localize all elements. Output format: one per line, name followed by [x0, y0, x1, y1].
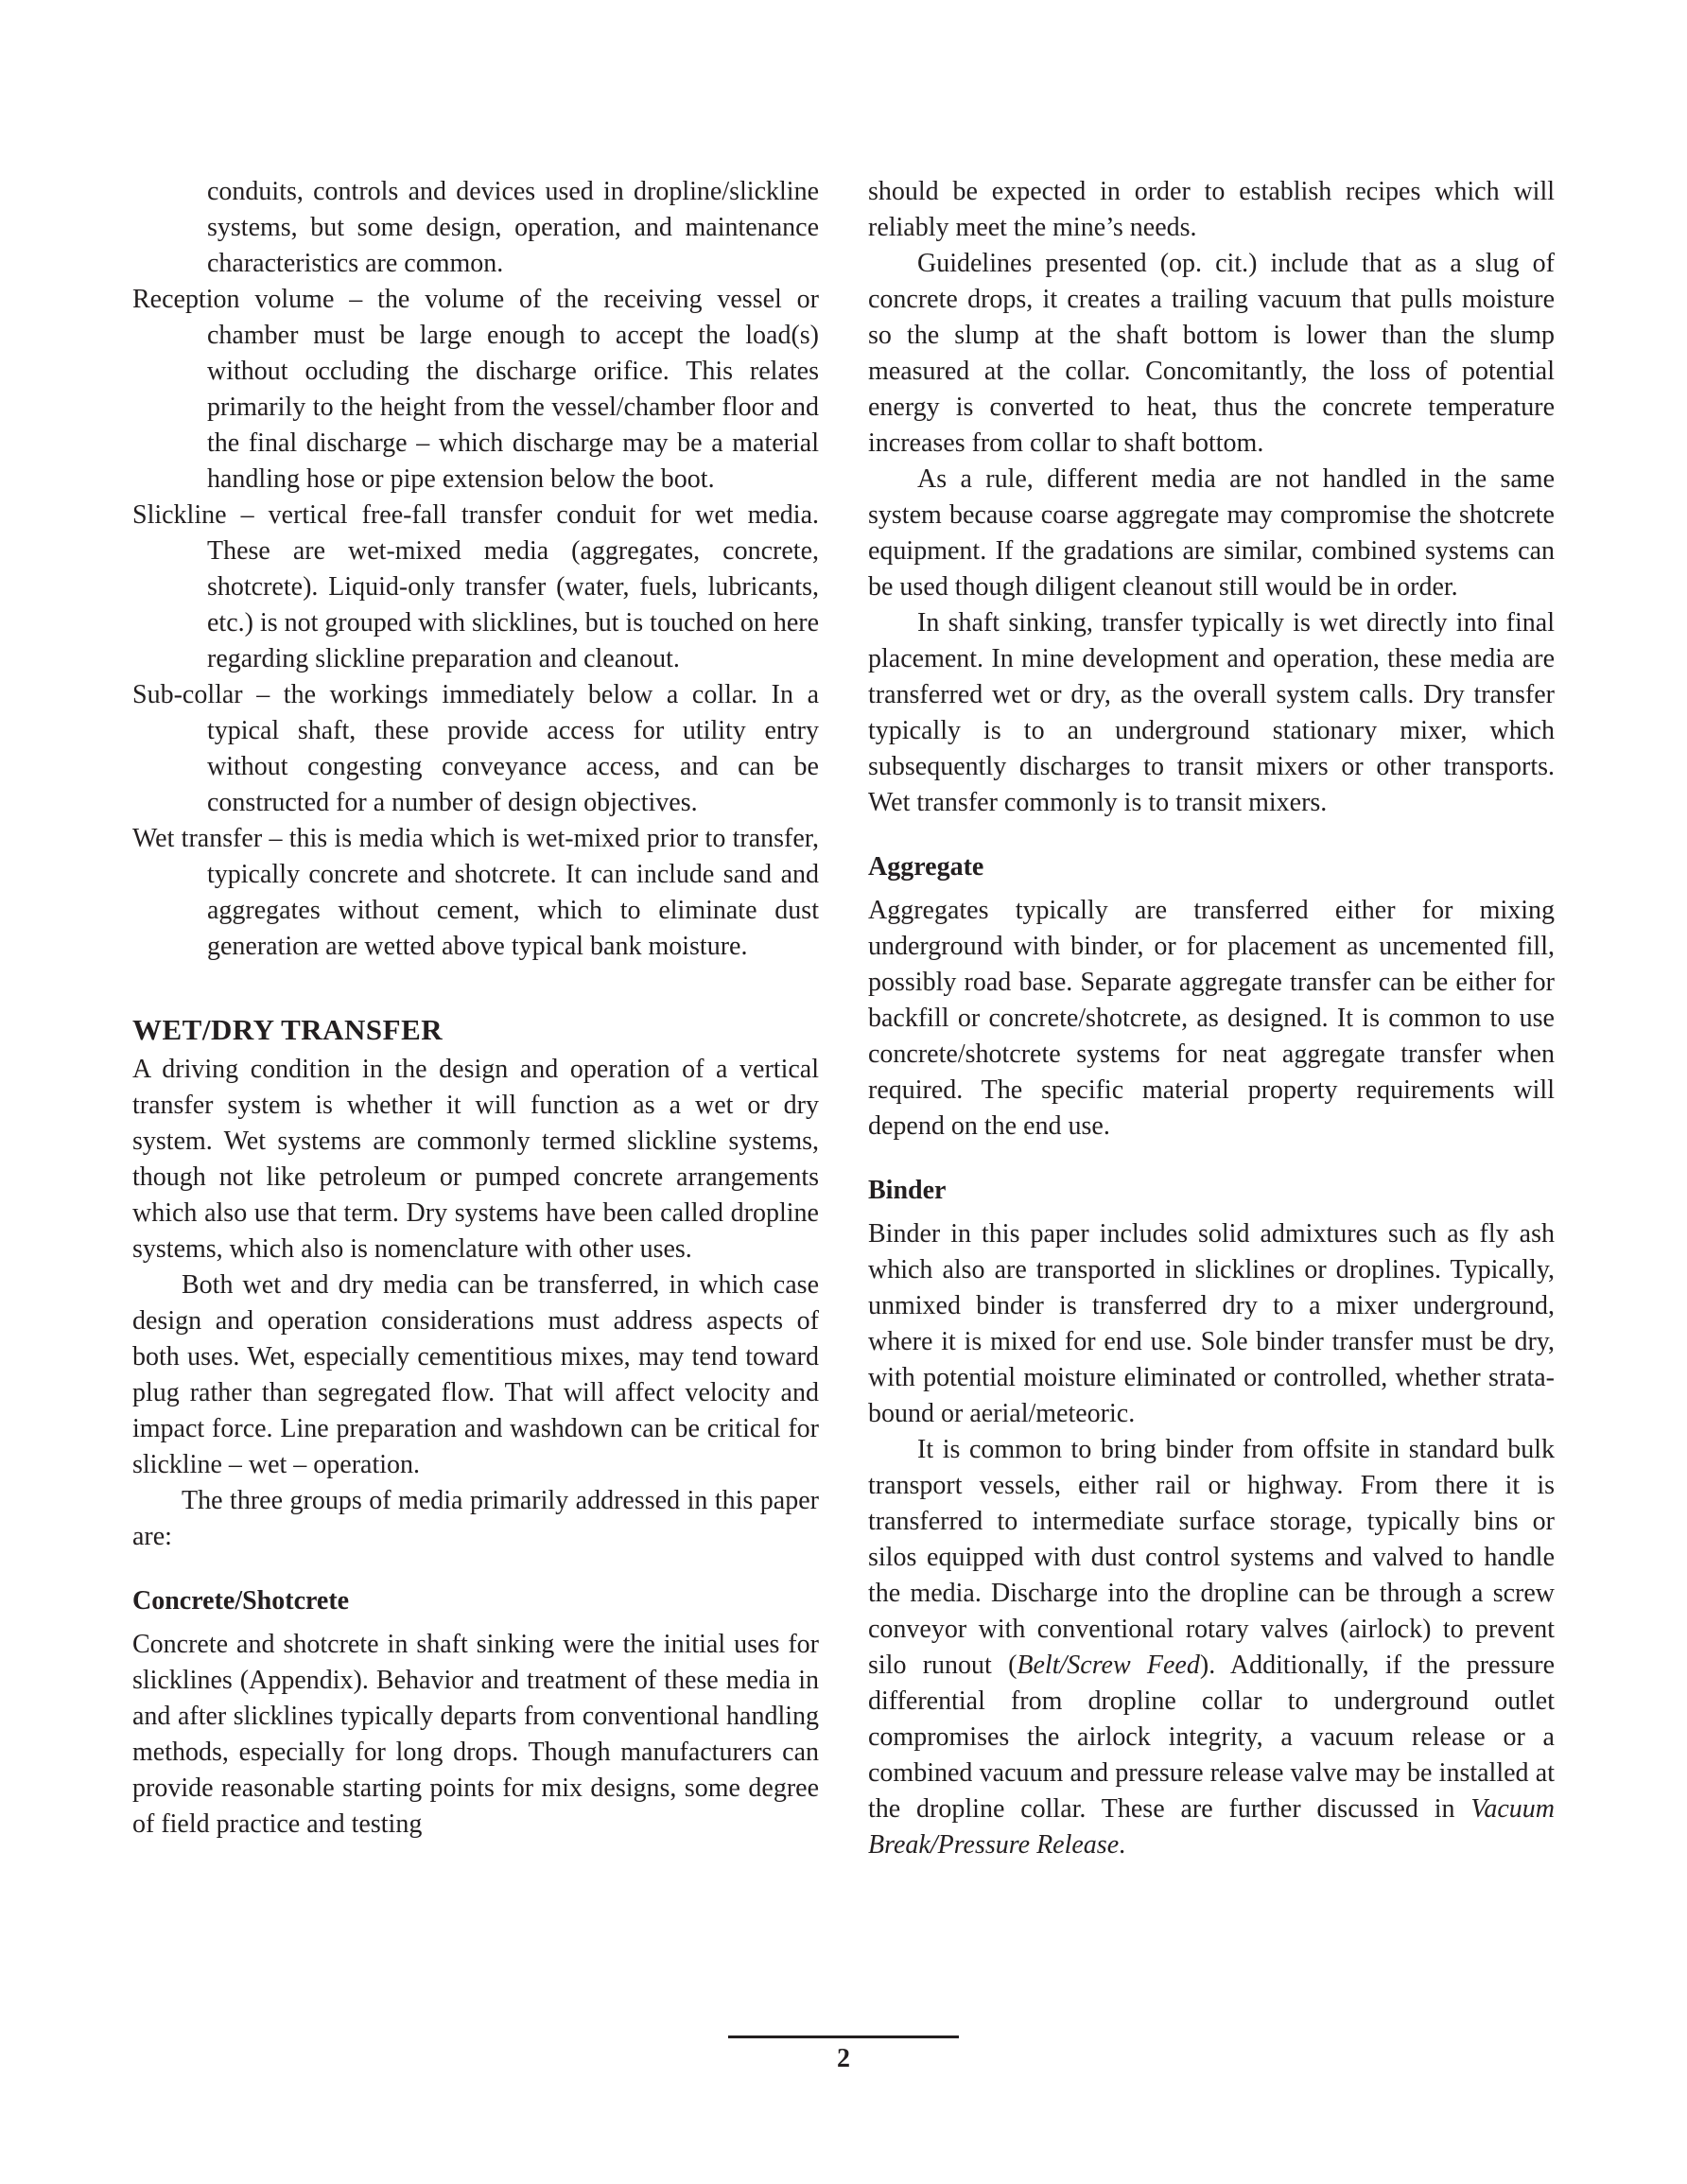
cross-reference-belt-screw-feed: Belt/Screw Feed: [1017, 1651, 1200, 1680]
body-paragraph: As a rule, different media are not handled in the same system because coarse aggregate may compromise the shotcrete equipment. If the gradations are similar, combined systems can be used though diligent cleanout still would be in order.: [868, 464, 1555, 602]
continued-paragraph: should be expected in order to establish recipes which will reliably meet the mine’s needs.: [868, 177, 1555, 242]
cross-reference-vacuum-break: Vacuum Break/Pressure Release: [868, 1794, 1555, 1860]
binder-text: ). Additionally, if the pressure differential from dropline collar to underground outlet compromises the airlock integrity, a vacuum release or a combined vacuum and pressure release valve may be installed at the dropline collar. These are further discussed in: [868, 1651, 1555, 1824]
binder-text: .: [1119, 1830, 1126, 1860]
body-paragraph: Guidelines presented (op. cit.) include that as a slug of concrete drops, it creates a trailing vacuum that pulls moisture so the slump at the shaft bottom is lower than the slump measured at the collar. Concomitantly, the loss of potential energy is converted to heat, thus the concrete temperature increases from collar to shaft bottom.: [868, 249, 1555, 458]
definition-slickline: Slickline – vertical free-fall transfer conduit for wet media. These are wet-mixed media (aggregates, concrete, shotcrete). Liquid-only transfer (water, fuels, lubricants, etc.) is not grouped with slicklines, but is touched on here regarding slickline preparation and cleanout.: [132, 500, 819, 673]
page-number: 2: [837, 2044, 850, 2073]
binder-paragraph: [868, 1432, 1555, 1863]
footer-rule: [728, 2035, 959, 2038]
definition-sub-collar: Sub-collar – the workings immediately below a collar. In a typical shaft, these provide access for utility entry without congesting conveyance access, and can be constructed for a number of design objectives.: [132, 680, 819, 817]
subheading-concrete-shotcrete: Concrete/Shotcrete: [132, 1586, 350, 1616]
continued-definition: conduits, controls and devices used in dropline/slickline systems, but some design, operation, and maintenance characteristics are common.: [207, 177, 819, 278]
left-column: [132, 174, 819, 1843]
concrete-paragraph: Concrete and shotcrete in shaft sinking were the initial uses for slicklines (Appendix). Behavior and treatment of these media in and after slicklines typically departs from conventional handling methods, especially for long drops. Though manufacturers can provide reasonable starting points for mix designs, some degree of field practice and testing: [132, 1630, 819, 1839]
subheading-aggregate: Aggregate: [868, 852, 984, 882]
section-heading: WET/DRY TRANSFER: [132, 1013, 443, 1046]
section-paragraph: The three groups of media primarily addressed in this paper are:: [132, 1486, 819, 1551]
binder-text: It is common to bring binder from offsite in standard bulk transport vessels, either rail or highway. From there it is transferred to intermediate surface storage, typically bins or silos equipped with dust control systems and valved to handle the media. Discharge into the dropline can be through a screw conveyor with conventional rotary valves (airlock) to prevent silo runout (: [868, 1435, 1555, 1680]
right-column: [868, 174, 1555, 1863]
binder-paragraph: Binder in this paper includes solid admixtures such as fly ash which also are transported in slicklines or droplines. Typically, unmixed binder is transferred dry to a mixer underground, where it is mixed for end use. Sole binder transfer must be dry, with potential moisture eliminated or controlled, whether strata-bound or aerial/meteoric.: [868, 1219, 1555, 1428]
section-paragraph: A driving condition in the design and operation of a vertical transfer system is whether it will function as a wet or dry system. Wet systems are commonly termed slickline systems, though not like petroleum or pumped concrete arrangements which also use that term. Dry systems have been called dropline systems, which also is nomenclature with other uses.: [132, 1055, 819, 1264]
aggregate-paragraph: Aggregates typically are transferred either for mixing underground with binder, or for placement as uncemented fill, possibly road base. Separate aggregate transfer can be either for backfill or concrete/shotcrete, as designed. It is common to use concrete/shotcrete systems for neat aggregate transfer when required. The specific material property requirements will depend on the end use.: [868, 896, 1555, 1141]
subheading-binder: Binder: [868, 1176, 947, 1205]
definition-reception-volume: Reception volume – the volume of the receiving vessel or chamber must be large enough to accept the load(s) without occluding the discharge orifice. This relates primarily to the height from the vessel/chamber floor and the final discharge – which discharge may be a material handling hose or pipe extension below the boot.: [132, 285, 819, 494]
body-paragraph: In shaft sinking, transfer typically is wet directly into final placement. In mine development and operation, these media are transferred wet or dry, as the overall system calls. Dry transfer typically is to an underground stationary mixer, which subsequently discharges to transit mixers or other transports. Wet transfer commonly is to transit mixers.: [868, 608, 1555, 817]
definition-wet-transfer: Wet transfer – this is media which is wet-mixed prior to transfer, typically concrete and shotcrete. It can include sand and aggregates without cement, which to eliminate dust generation are wetted above typical bank moisture.: [132, 824, 819, 961]
section-paragraph: Both wet and dry media can be transferred, in which case design and operation considerations must address aspects of both uses. Wet, especially cementitious mixes, may tend toward plug rather than segregated flow. That will affect velocity and impact force. Line preparation and washdown can be critical for slickline – wet – operation.: [132, 1270, 819, 1479]
